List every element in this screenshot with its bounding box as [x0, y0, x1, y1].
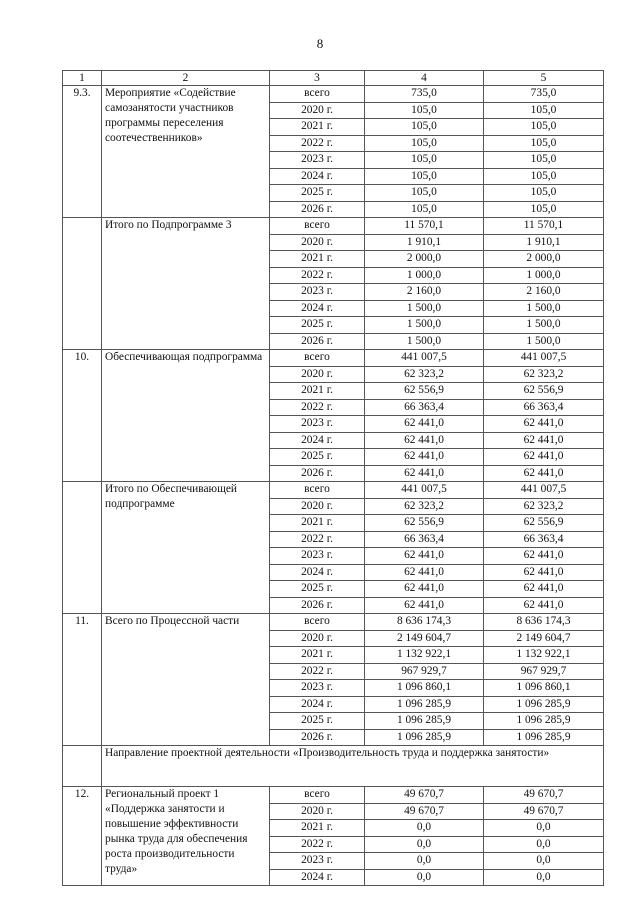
period-cell: 2021 г. [270, 383, 365, 400]
period-cell: 2021 г. [270, 119, 365, 136]
value-col4: 2 000,0 [365, 251, 484, 268]
table-row [63, 614, 604, 631]
period-cell: 2020 г. [270, 102, 365, 119]
value-col5: 105,0 [484, 102, 604, 119]
period-cell: 2022 г. [270, 135, 365, 152]
value-col5: 62 323,2 [484, 498, 604, 515]
value-col5: 62 441,0 [484, 449, 604, 466]
period-cell: 2023 г. [270, 680, 365, 697]
value-col4: 967 929,7 [365, 663, 484, 680]
table-header-row [63, 71, 604, 86]
period-cell: 2020 г. [270, 234, 365, 251]
value-col5: 49 670,7 [484, 803, 604, 820]
value-col4: 62 441,0 [365, 597, 484, 614]
row-number: 10. [63, 350, 102, 482]
value-col4: 66 363,4 [365, 399, 484, 416]
period-cell: 2026 г. [270, 729, 365, 746]
item-name: Региональный проект 1 «Поддержка занятости и повышение эффективности рынка труда для обеспечения роста производительности труда» [102, 787, 270, 886]
value-col4: 2 149 604,7 [365, 630, 484, 647]
period-cell: 2024 г. [270, 869, 365, 886]
period-cell: 2025 г. [270, 317, 365, 334]
section-row [63, 746, 604, 787]
table-row [63, 482, 604, 499]
value-col4: 62 441,0 [365, 449, 484, 466]
value-col5: 2 160,0 [484, 284, 604, 301]
value-col4: 441 007,5 [365, 482, 484, 499]
header-cell: 2 [102, 71, 270, 86]
value-col4: 62 441,0 [365, 581, 484, 598]
value-col4: 11 570,1 [365, 218, 484, 235]
value-col4: 1 910,1 [365, 234, 484, 251]
header-cell: 1 [63, 71, 102, 86]
item-name: Всего по Процессной части [102, 614, 270, 746]
value-col4: 1 096 285,9 [365, 729, 484, 746]
value-col5: 62 441,0 [484, 548, 604, 565]
value-col5: 1 096 285,9 [484, 696, 604, 713]
item-name: Мероприятие «Содействие самозанятости участников программы переселения соотечественников» [102, 86, 270, 218]
value-col5: 66 363,4 [484, 531, 604, 548]
period-cell: всего [270, 787, 365, 804]
value-col4: 1 096 285,9 [365, 713, 484, 730]
value-col5: 62 441,0 [484, 564, 604, 581]
value-col5: 62 441,0 [484, 597, 604, 614]
value-col5: 1 500,0 [484, 300, 604, 317]
value-col4: 1 500,0 [365, 300, 484, 317]
value-col5: 441 007,5 [484, 482, 604, 499]
value-col4: 49 670,7 [365, 803, 484, 820]
value-col5: 0,0 [484, 869, 604, 886]
period-cell: 2024 г. [270, 564, 365, 581]
period-cell: 2025 г. [270, 581, 365, 598]
value-col5: 62 556,9 [484, 515, 604, 532]
value-col4: 0,0 [365, 853, 484, 870]
row-number [63, 218, 102, 350]
period-cell: 2024 г. [270, 300, 365, 317]
period-cell: 2021 г. [270, 647, 365, 664]
period-cell: 2022 г. [270, 531, 365, 548]
row-number: 9.3. [63, 86, 102, 218]
period-cell: 2020 г. [270, 630, 365, 647]
table-row [63, 350, 604, 367]
value-col5: 66 363,4 [484, 399, 604, 416]
row-number: 12. [63, 787, 102, 886]
period-cell: 2022 г. [270, 836, 365, 853]
table-row [63, 218, 604, 235]
value-col5: 1 000,0 [484, 267, 604, 284]
value-col5: 1 096 860,1 [484, 680, 604, 697]
value-col5: 62 441,0 [484, 581, 604, 598]
period-cell: всего [270, 350, 365, 367]
value-col5: 1 096 285,9 [484, 713, 604, 730]
budget-table [62, 70, 604, 886]
value-col5: 105,0 [484, 168, 604, 185]
period-cell: 2024 г. [270, 432, 365, 449]
header-cell: 4 [365, 71, 484, 86]
period-cell: 2023 г. [270, 284, 365, 301]
value-col4: 0,0 [365, 820, 484, 837]
value-col4: 1 000,0 [365, 267, 484, 284]
value-col5: 105,0 [484, 152, 604, 169]
value-col5: 49 670,7 [484, 787, 604, 804]
period-cell: всего [270, 482, 365, 499]
value-col4: 1 096 860,1 [365, 680, 484, 697]
value-col4: 62 441,0 [365, 548, 484, 565]
period-cell: 2021 г. [270, 251, 365, 268]
row-number [63, 482, 102, 614]
value-col4: 1 500,0 [365, 317, 484, 334]
item-name: Обеспечивающая подпрограмма [102, 350, 270, 482]
period-cell: 2023 г. [270, 853, 365, 870]
header-cell: 3 [270, 71, 365, 86]
value-col4: 2 160,0 [365, 284, 484, 301]
value-col5: 0,0 [484, 836, 604, 853]
value-col4: 66 363,4 [365, 531, 484, 548]
value-col4: 62 441,0 [365, 432, 484, 449]
period-cell: всего [270, 86, 365, 103]
item-name: Итого по Подпрограмме 3 [102, 218, 270, 350]
period-cell: 2020 г. [270, 366, 365, 383]
value-col5: 11 570,1 [484, 218, 604, 235]
period-cell: 2025 г. [270, 185, 365, 202]
value-col5: 1 910,1 [484, 234, 604, 251]
value-col4: 62 556,9 [365, 515, 484, 532]
value-col5: 105,0 [484, 201, 604, 218]
value-col4: 62 323,2 [365, 498, 484, 515]
value-col4: 105,0 [365, 135, 484, 152]
value-col5: 62 441,0 [484, 465, 604, 482]
value-col5: 8 636 174,3 [484, 614, 604, 631]
period-cell: 2026 г. [270, 201, 365, 218]
value-col5: 967 929,7 [484, 663, 604, 680]
period-cell: 2024 г. [270, 696, 365, 713]
period-cell: 2022 г. [270, 267, 365, 284]
period-cell: 2025 г. [270, 449, 365, 466]
value-col5: 1 132 922,1 [484, 647, 604, 664]
period-cell: 2020 г. [270, 498, 365, 515]
value-col4: 441 007,5 [365, 350, 484, 367]
table-row [63, 787, 604, 804]
value-col4: 62 441,0 [365, 564, 484, 581]
value-col5: 2 000,0 [484, 251, 604, 268]
period-cell: 2023 г. [270, 416, 365, 433]
value-col4: 105,0 [365, 119, 484, 136]
period-cell: 2026 г. [270, 597, 365, 614]
value-col4: 1 132 922,1 [365, 647, 484, 664]
value-col4: 1 500,0 [365, 333, 484, 350]
period-cell: 2023 г. [270, 548, 365, 565]
period-cell: 2020 г. [270, 803, 365, 820]
period-cell: 2022 г. [270, 399, 365, 416]
value-col5: 441 007,5 [484, 350, 604, 367]
page-number: 8 [316, 36, 324, 51]
value-col4: 49 670,7 [365, 787, 484, 804]
value-col5: 735,0 [484, 86, 604, 103]
row-number: 11. [63, 614, 102, 746]
value-col4: 105,0 [365, 152, 484, 169]
header-cell: 5 [484, 71, 604, 86]
value-col5: 105,0 [484, 119, 604, 136]
period-cell: всего [270, 218, 365, 235]
value-col4: 105,0 [365, 168, 484, 185]
value-col5: 0,0 [484, 853, 604, 870]
value-col5: 105,0 [484, 185, 604, 202]
value-col5: 105,0 [484, 135, 604, 152]
period-cell: 2022 г. [270, 663, 365, 680]
value-col5: 1 500,0 [484, 317, 604, 334]
section-number-cell [63, 746, 102, 787]
value-col5: 62 323,2 [484, 366, 604, 383]
value-col5: 62 556,9 [484, 383, 604, 400]
value-col4: 735,0 [365, 86, 484, 103]
value-col5: 0,0 [484, 820, 604, 837]
value-col5: 62 441,0 [484, 432, 604, 449]
value-col4: 0,0 [365, 869, 484, 886]
value-col4: 62 556,9 [365, 383, 484, 400]
period-cell: 2021 г. [270, 820, 365, 837]
period-cell: 2024 г. [270, 168, 365, 185]
period-cell: всего [270, 614, 365, 631]
value-col4: 1 096 285,9 [365, 696, 484, 713]
value-col4: 105,0 [365, 201, 484, 218]
value-col4: 105,0 [365, 102, 484, 119]
value-col4: 62 441,0 [365, 465, 484, 482]
section-title: Направление проектной деятельности «Производительность труда и поддержка занятости» [102, 746, 604, 787]
value-col4: 8 636 174,3 [365, 614, 484, 631]
value-col5: 1 500,0 [484, 333, 604, 350]
value-col4: 62 441,0 [365, 416, 484, 433]
period-cell: 2023 г. [270, 152, 365, 169]
period-cell: 2025 г. [270, 713, 365, 730]
value-col5: 62 441,0 [484, 416, 604, 433]
table-row [63, 86, 604, 103]
period-cell: 2021 г. [270, 515, 365, 532]
item-name: Итого по Обеспечивающей подпрограмме [102, 482, 270, 614]
period-cell: 2026 г. [270, 333, 365, 350]
value-col4: 0,0 [365, 836, 484, 853]
period-cell: 2026 г. [270, 465, 365, 482]
value-col4: 62 323,2 [365, 366, 484, 383]
value-col5: 2 149 604,7 [484, 630, 604, 647]
table-body [63, 71, 604, 886]
value-col4: 105,0 [365, 185, 484, 202]
value-col5: 1 096 285,9 [484, 729, 604, 746]
